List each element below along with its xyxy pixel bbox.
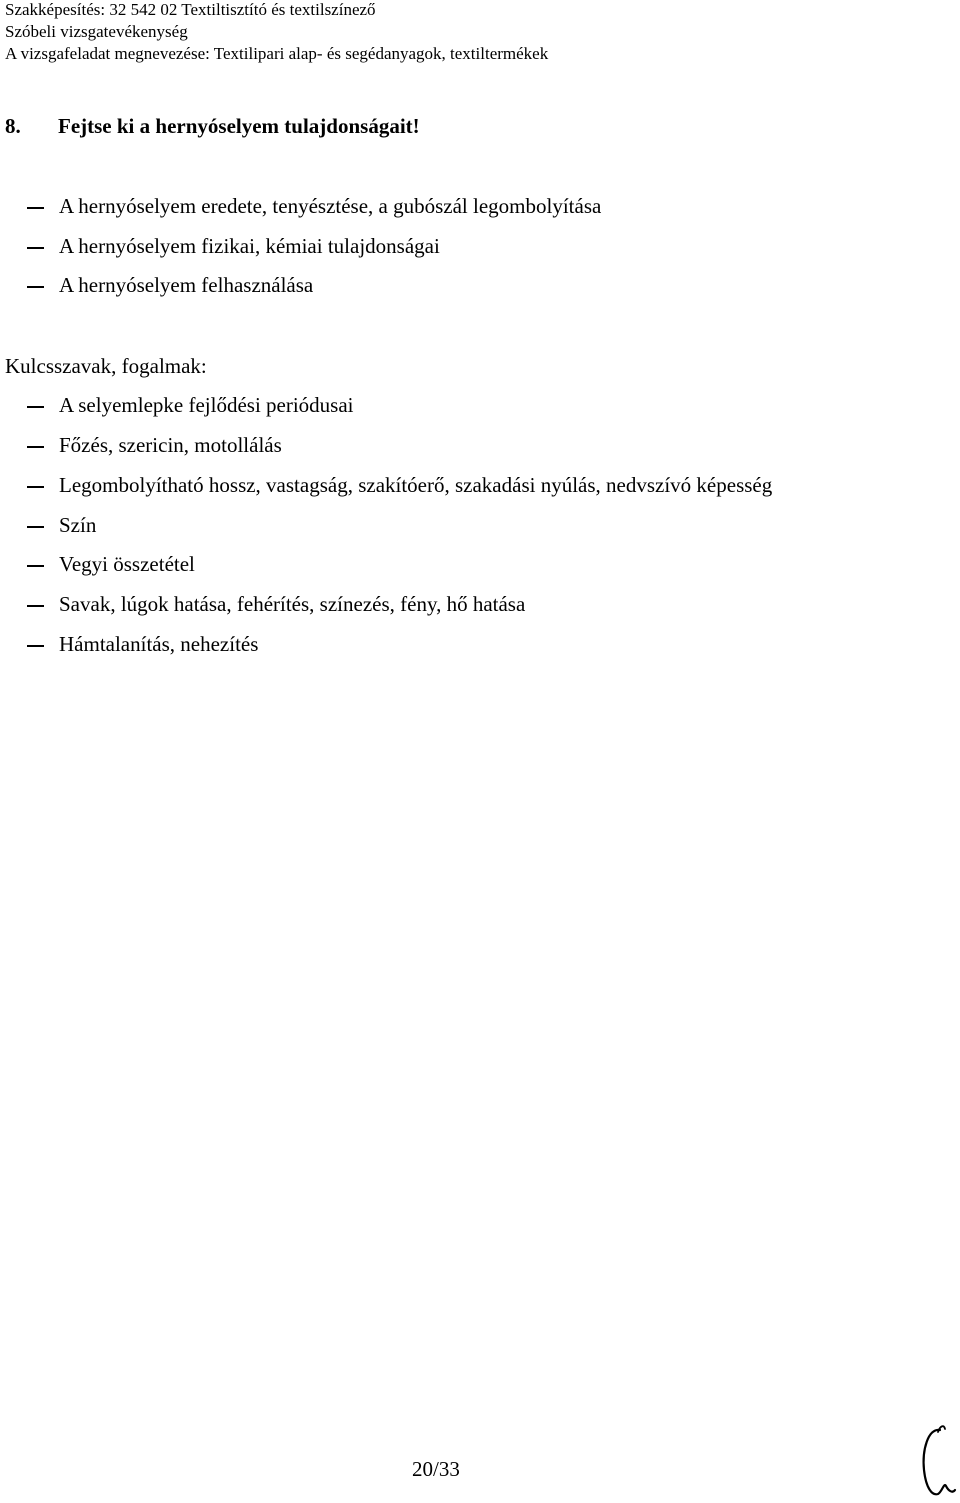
topic-text: A hernyóselyem eredete, tenyésztése, a gubószál legombolyítása	[59, 194, 602, 218]
keyword-text: Savak, lúgok hatása, fehérítés, színezés, fény, hő hatása	[59, 592, 526, 616]
keyword-text: A selyemlepke fejlődési periódusai	[59, 393, 354, 417]
keyword-text: Főzés, szericin, motollálás	[59, 433, 282, 457]
topic-item	[0, 231, 960, 261]
header-task-name: A vizsgafeladat megnevezése: Textilipari alap- és segédanyagok, textiltermékek	[5, 44, 549, 63]
dash-bullet-icon	[27, 605, 44, 607]
dash-bullet-icon	[27, 526, 44, 528]
keyword-item	[0, 390, 960, 420]
question-number: 8.	[5, 114, 21, 138]
keyword-item	[0, 629, 960, 659]
keyword-text: Hámtalanítás, nehezítés	[59, 632, 259, 656]
keyword-item	[0, 470, 960, 500]
dash-bullet-icon	[27, 286, 44, 288]
keyword-item	[0, 589, 960, 619]
question-title	[5, 114, 420, 139]
keyword-item	[0, 510, 960, 540]
dash-bullet-icon	[27, 565, 44, 567]
question-text: Fejtse ki a hernyóselyem tulajdonságait!	[58, 114, 420, 138]
dash-bullet-icon	[27, 207, 44, 209]
topic-text: A hernyóselyem fizikai, kémiai tulajdonságai	[59, 234, 440, 258]
dash-bullet-icon	[27, 446, 44, 448]
keywords-heading: Kulcsszavak, fogalmak:	[5, 354, 207, 378]
topic-text: A hernyóselyem felhasználása	[59, 273, 314, 297]
handwritten-signature	[918, 1420, 958, 1500]
keyword-text: Vegyi összetétel	[59, 552, 195, 576]
keyword-item	[0, 430, 960, 460]
keyword-text: Legombolyítható hossz, vastagság, szakítóerő, szakadási nyúlás, nedvszívó képesség	[59, 473, 773, 497]
header-exam-type: Szóbeli vizsgatevékenység	[5, 22, 188, 41]
keyword-item	[0, 549, 960, 579]
topic-item	[0, 270, 960, 300]
dash-bullet-icon	[27, 406, 44, 408]
keyword-text: Szín	[59, 513, 97, 537]
header-qualification: Szakképesítés: 32 542 02 Textiltisztító és textilszínező	[5, 0, 376, 19]
dash-bullet-icon	[27, 247, 44, 249]
dash-bullet-icon	[27, 645, 44, 647]
topic-item	[0, 191, 960, 221]
page-number: 20/33	[412, 1457, 460, 1481]
dash-bullet-icon	[27, 486, 44, 488]
